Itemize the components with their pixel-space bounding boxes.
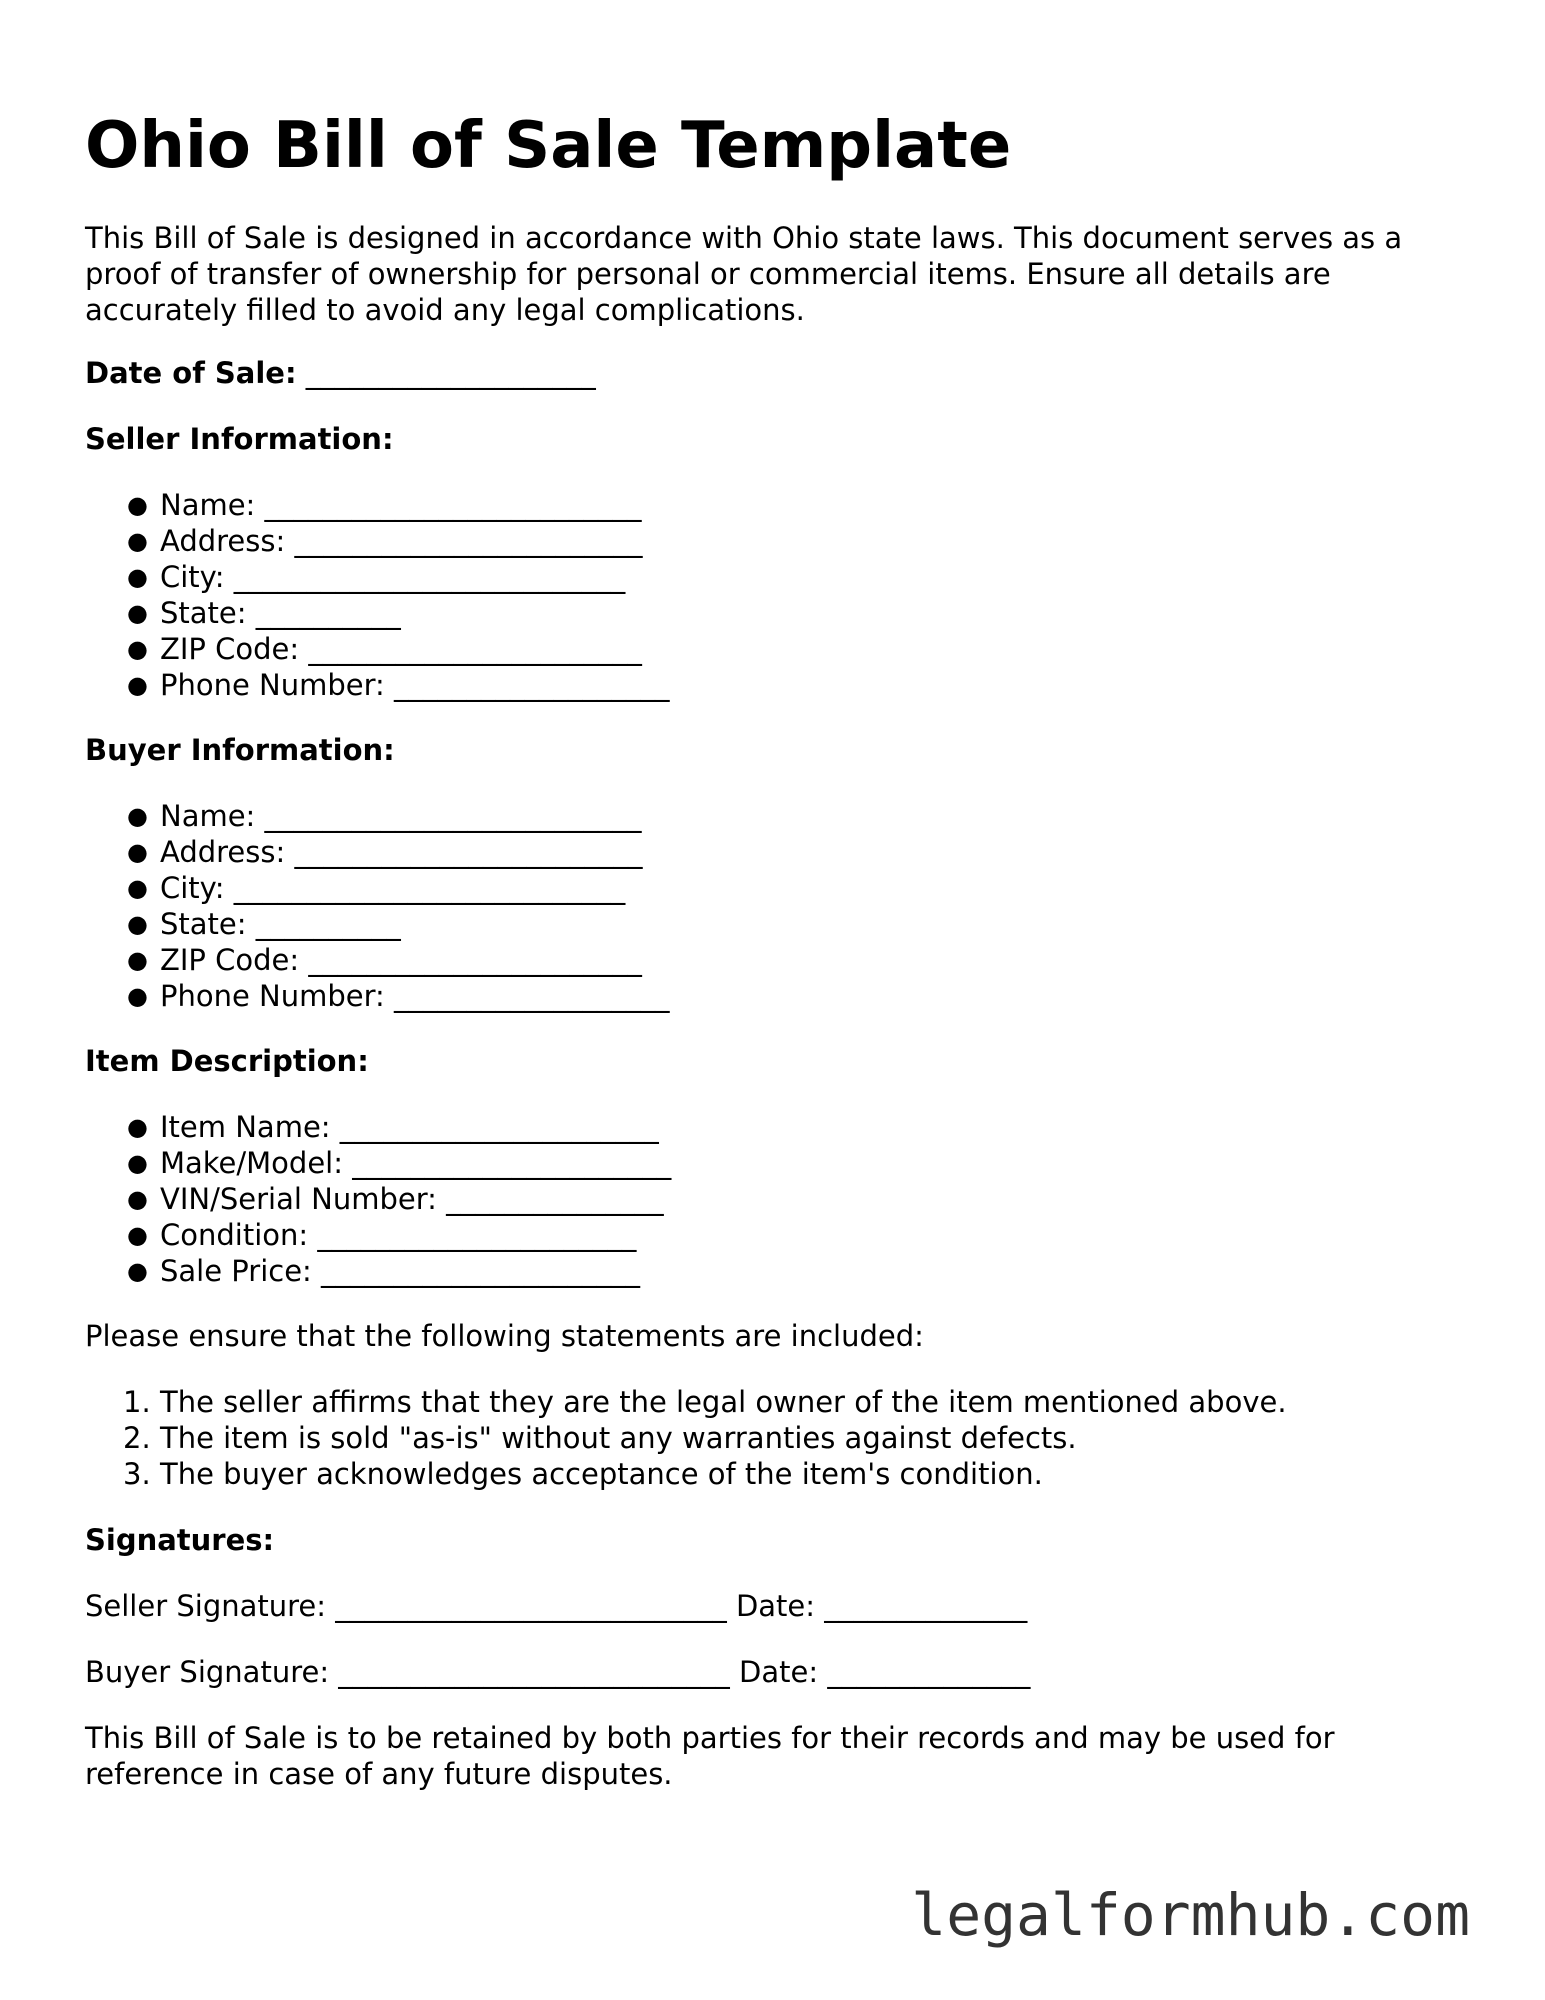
seller-section xyxy=(85,421,1465,457)
seller-phone-blank[interactable]: ___________________ xyxy=(384,668,670,702)
seller-address-blank[interactable]: ________________________ xyxy=(285,524,643,558)
list-item xyxy=(85,1384,1465,1420)
date-of-sale-label: Date of Sale: xyxy=(85,356,297,390)
closing-paragraph: This Bill of Sale is to be retained by both parties for their records and may be used for reference in case of any future disputes. xyxy=(85,1721,1335,1791)
bullet-icon: ● xyxy=(127,599,148,627)
list-item xyxy=(85,1253,1465,1289)
list-item xyxy=(85,559,1465,595)
buyer-state-label: State: xyxy=(160,907,247,941)
list-item xyxy=(85,978,1465,1014)
bullet-icon: ● xyxy=(127,946,148,974)
signatures-section xyxy=(85,1522,1465,1558)
buyer-city-label: City: xyxy=(160,871,225,905)
seller-state-blank[interactable]: __________ xyxy=(246,596,401,630)
seller-city-blank[interactable]: ___________________________ xyxy=(224,560,626,594)
buyer-phone-label: Phone Number: xyxy=(160,979,385,1013)
item-vin-label: VIN/Serial Number: xyxy=(160,1182,437,1216)
seller-city-label: City: xyxy=(160,560,225,594)
list-item xyxy=(85,798,1465,834)
buyer-address-label: Address: xyxy=(160,835,286,869)
item-name-label: Item Name: xyxy=(160,1110,331,1144)
item-name-blank[interactable]: ______________________ xyxy=(330,1110,659,1144)
bullet-icon: ● xyxy=(127,910,148,938)
buyer-address-blank[interactable]: ________________________ xyxy=(285,835,643,869)
statement-number: 1. xyxy=(123,1385,151,1419)
statement-text: The seller affirms that they are the legal owner of the item mentioned above. xyxy=(160,1385,1287,1419)
statement-number: 2. xyxy=(123,1421,151,1455)
list-item xyxy=(85,595,1465,631)
item-price-blank[interactable]: ______________________ xyxy=(311,1254,641,1288)
buyer-fields xyxy=(85,798,1465,1014)
closing-section xyxy=(85,1720,1465,1792)
buyer-city-blank[interactable]: ___________________________ xyxy=(224,871,626,905)
list-item xyxy=(85,1456,1465,1492)
bullet-icon: ● xyxy=(127,1257,148,1285)
statements-intro: Please ensure that the following statements are included: xyxy=(85,1319,924,1353)
statements-section xyxy=(85,1384,1465,1492)
date-of-sale-line xyxy=(85,355,1465,391)
seller-zip-blank[interactable]: _______________________ xyxy=(299,632,642,666)
bullet-icon: ● xyxy=(127,491,148,519)
item-condition-blank[interactable]: ______________________ xyxy=(308,1218,637,1252)
seller-state-label: State: xyxy=(160,596,247,630)
bullet-icon: ● xyxy=(127,1221,148,1249)
item-price-label: Sale Price: xyxy=(160,1254,312,1288)
list-item xyxy=(85,667,1465,703)
statement-text: The item is sold "as-is" without any warranties against defects. xyxy=(160,1421,1077,1455)
list-item xyxy=(85,906,1465,942)
seller-fields xyxy=(85,487,1465,703)
buyer-zip-label: ZIP Code: xyxy=(160,943,300,977)
item-vin-blank[interactable]: _______________ xyxy=(436,1182,664,1216)
bullet-icon: ● xyxy=(127,563,148,591)
seller-field-list xyxy=(85,487,1465,703)
buyer-heading: Buyer Information: xyxy=(85,733,395,767)
statements-intro-line xyxy=(85,1318,1465,1354)
seller-signature-line[interactable]: Seller Signature: ___________________________ Date: ______________ xyxy=(85,1589,1028,1623)
bullet-icon: ● xyxy=(127,1113,148,1141)
item-fields xyxy=(85,1109,1465,1289)
bullet-icon: ● xyxy=(127,982,148,1010)
bullet-icon: ● xyxy=(127,527,148,555)
buyer-field-list xyxy=(85,798,1465,1014)
seller-zip-label: ZIP Code: xyxy=(160,632,300,666)
buyer-signature-row xyxy=(85,1654,1465,1690)
seller-name-label: Name: xyxy=(160,488,256,522)
item-field-list xyxy=(85,1109,1465,1289)
seller-signature-row xyxy=(85,1588,1465,1624)
list-item xyxy=(85,523,1465,559)
item-section xyxy=(85,1043,1465,1079)
list-item xyxy=(85,1181,1465,1217)
item-make-model-blank[interactable]: ______________________ xyxy=(343,1146,672,1180)
bullet-icon: ● xyxy=(127,802,148,830)
buyer-signature-line[interactable]: Buyer Signature: ___________________________ Date: ______________ xyxy=(85,1655,1031,1689)
bullet-icon: ● xyxy=(127,838,148,866)
bullet-icon: ● xyxy=(127,1185,148,1213)
bullet-icon: ● xyxy=(127,874,148,902)
seller-heading: Seller Information: xyxy=(85,422,394,456)
date-of-sale-blank[interactable]: ____________________ xyxy=(296,356,596,390)
list-item xyxy=(85,631,1465,667)
buyer-zip-blank[interactable]: _______________________ xyxy=(299,943,642,977)
signatures-heading: Signatures: xyxy=(85,1523,275,1557)
intro-paragraph: This Bill of Sale is designed in accordance with Ohio state laws. This document serves as a proof of transfer of ownership for personal or commercial items. Ensure all details are accurately filled to avoid any legal complications. xyxy=(85,221,1403,327)
seller-phone-label: Phone Number: xyxy=(160,668,385,702)
statements-list xyxy=(85,1384,1465,1492)
seller-name-blank[interactable]: __________________________ xyxy=(255,488,642,522)
list-item xyxy=(85,834,1465,870)
page-title: Ohio Bill of Sale Template xyxy=(85,109,1012,183)
buyer-phone-blank[interactable]: ___________________ xyxy=(384,979,670,1013)
seller-address-label: Address: xyxy=(160,524,286,558)
buyer-section xyxy=(85,732,1465,768)
bullet-icon: ● xyxy=(127,1149,148,1177)
brand-watermark: legalformhub.com xyxy=(911,1881,1470,1949)
buyer-name-label: Name: xyxy=(160,799,256,833)
bullet-icon: ● xyxy=(127,635,148,663)
list-item xyxy=(85,1109,1465,1145)
item-condition-label: Condition: xyxy=(160,1218,309,1252)
statement-number: 3. xyxy=(123,1457,151,1491)
list-item xyxy=(85,942,1465,978)
list-item xyxy=(85,487,1465,523)
statement-text: The buyer acknowledges acceptance of the item's condition. xyxy=(160,1457,1043,1491)
bullet-icon: ● xyxy=(127,671,148,699)
list-item xyxy=(85,870,1465,906)
item-make-model-label: Make/Model: xyxy=(160,1146,344,1180)
item-heading: Item Description: xyxy=(85,1044,369,1078)
buyer-name-blank[interactable]: __________________________ xyxy=(255,799,642,833)
list-item xyxy=(85,1420,1465,1456)
list-item xyxy=(85,1145,1465,1181)
list-item xyxy=(85,1217,1465,1253)
buyer-state-blank[interactable]: __________ xyxy=(246,907,401,941)
